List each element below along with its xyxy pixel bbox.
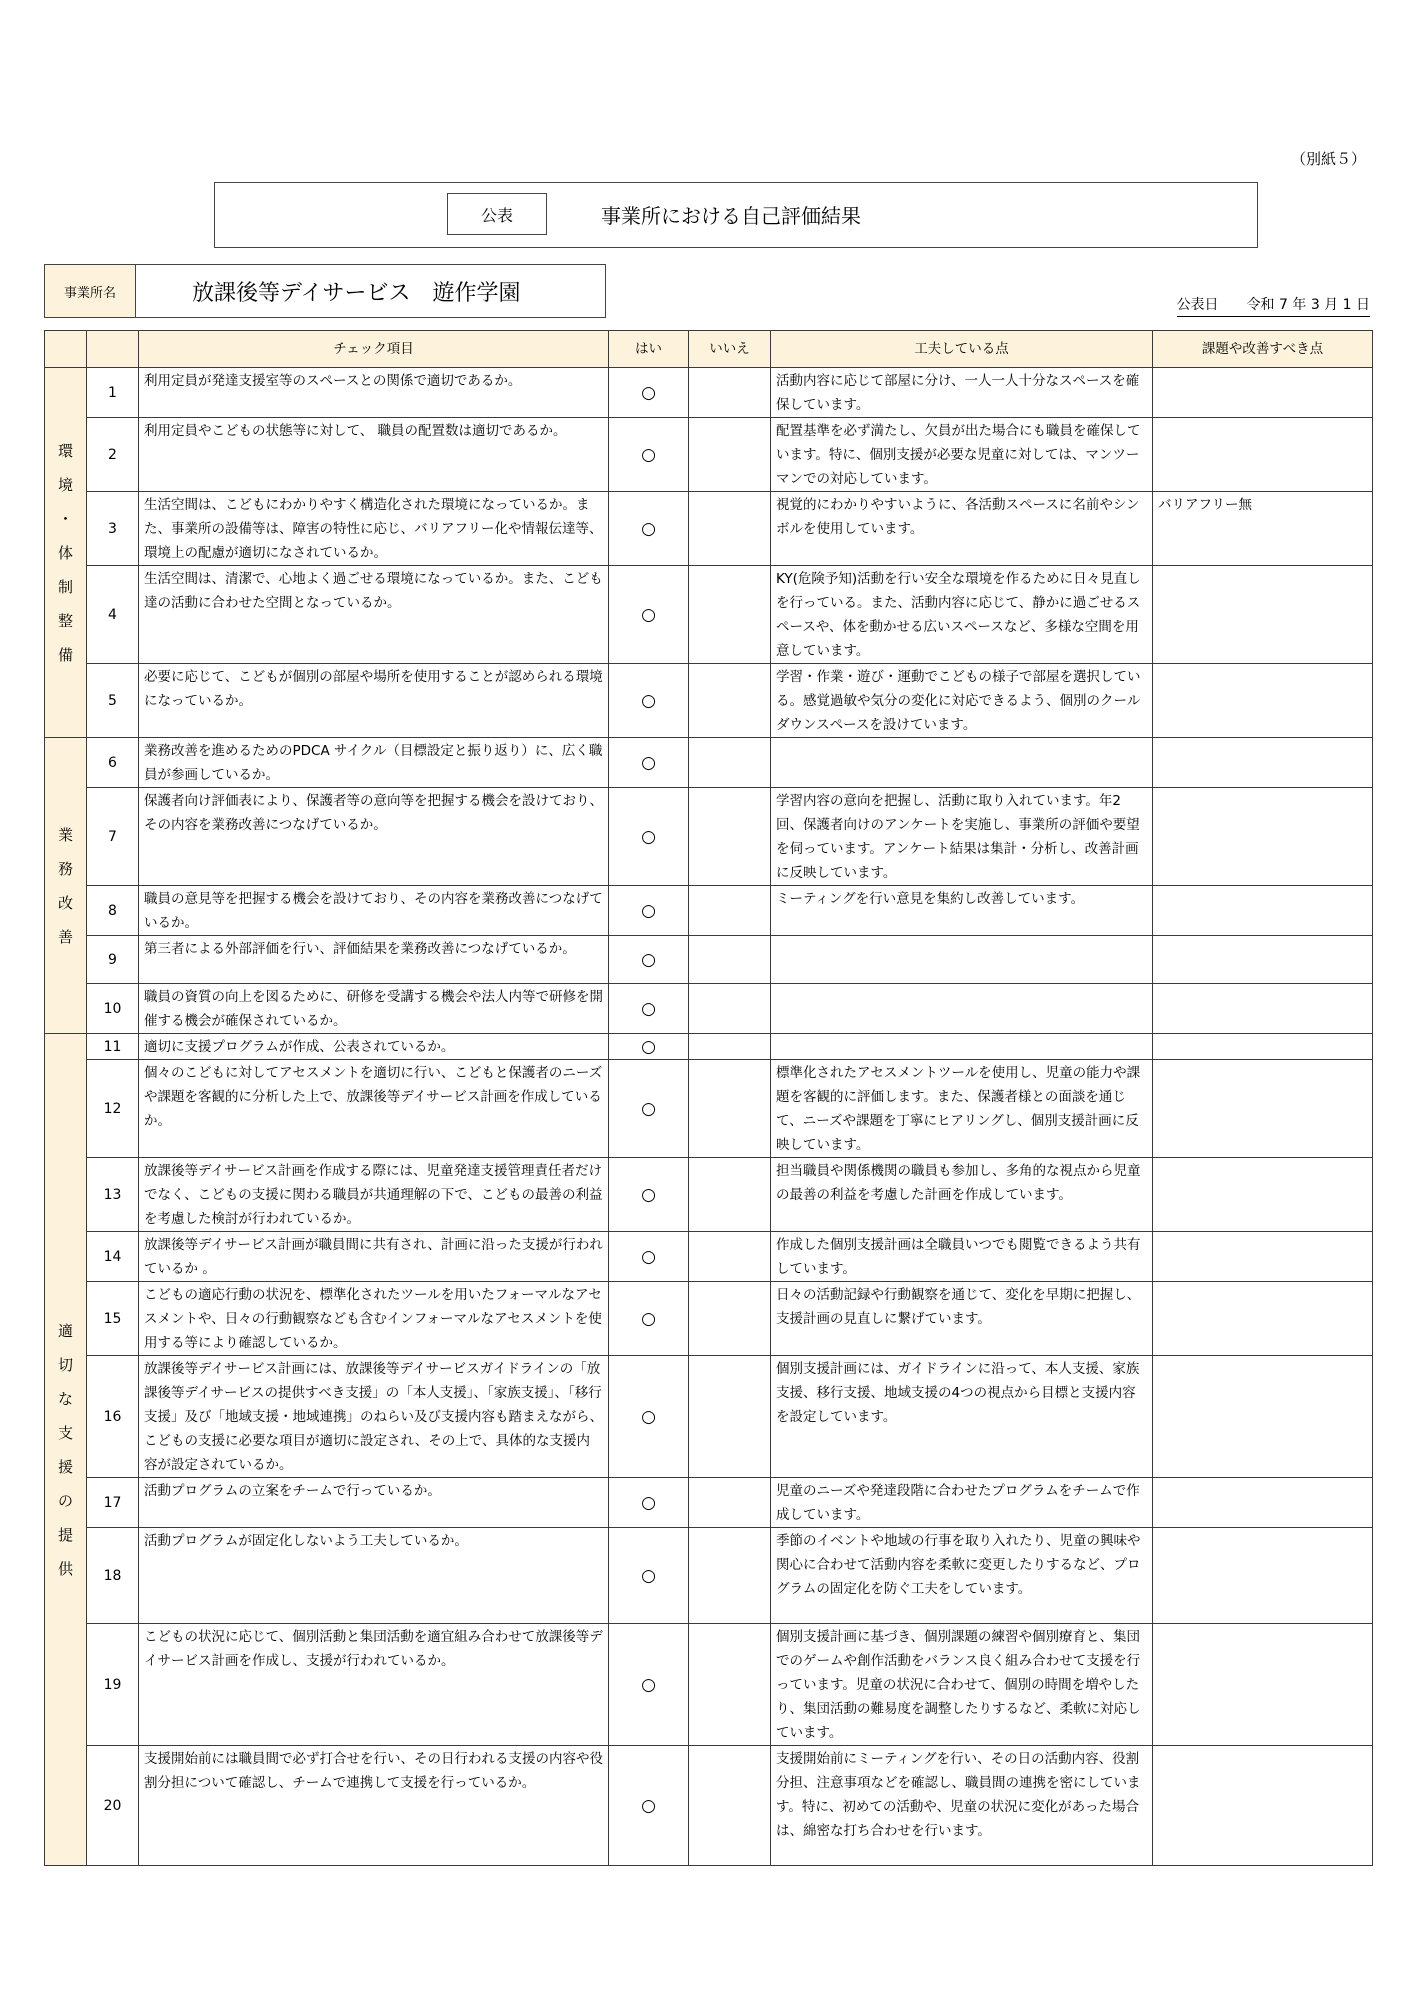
no-mark xyxy=(689,1282,771,1356)
yes-mark: ○ xyxy=(609,788,689,886)
yes-mark: ○ xyxy=(609,1528,689,1624)
no-mark xyxy=(689,1060,771,1158)
no-mark xyxy=(689,1478,771,1528)
category-cell: 適 切 な 支 援 の 提 供 xyxy=(45,1034,87,1866)
table-row xyxy=(45,1282,1373,1356)
ingenuity-text: 学習内容の意向を把握し、活動に取り入れています。年2回、保護者向けのアンケートを実施し、事業所の評価や要望を伺っています。アンケート結果は集計・分析し、改善計画に反映しています。 xyxy=(771,788,1153,886)
check-item-text: 職員の意見等を把握する機会を設けており、その内容を業務改善につなげているか。 xyxy=(139,886,609,936)
office-name: 放課後等デイサービス 遊作学園 xyxy=(192,280,521,306)
header-no: いいえ xyxy=(689,331,771,368)
check-item-text: 必要に応じて、こどもが個別の部屋や場所を使用することが認められる環境になっているか。 xyxy=(139,664,609,738)
issue-text xyxy=(1153,1528,1373,1624)
row-number: 20 xyxy=(87,1746,139,1866)
row-number: 8 xyxy=(87,886,139,936)
table-row xyxy=(45,1232,1373,1282)
table-row xyxy=(45,1034,1373,1060)
check-item-text: 業務改善を進めるためのPDCA サイクル（目標設定と振り返り）に、広く職員が参画しているか。 xyxy=(139,738,609,788)
header-ingenuity: 工夫している点 xyxy=(771,331,1153,368)
no-mark xyxy=(689,566,771,664)
ingenuity-text: 担当職員や関係機関の職員も参加し、多角的な視点から児童の最善の利益を考慮した計画を作成しています。 xyxy=(771,1158,1153,1232)
yes-mark: ○ xyxy=(609,664,689,738)
check-item-text: 活動プログラムの立案をチームで行っているか。 xyxy=(139,1478,609,1528)
ingenuity-text xyxy=(771,936,1153,984)
no-mark xyxy=(689,418,771,492)
issue-text xyxy=(1153,738,1373,788)
yes-mark: ○ xyxy=(609,1060,689,1158)
publication-badge: 公表 xyxy=(447,193,547,235)
issue-text xyxy=(1153,1478,1373,1528)
ingenuity-text: 支援開始前にミーティングを行い、その日の活動内容、役割分担、注意事項などを確認し、職員間の連携を密にしています。特に、初めての活動や、児童の状況に変化があった場合は、綿密な打ち合わせを行います。 xyxy=(771,1746,1153,1866)
issue-text xyxy=(1153,936,1373,984)
office-box xyxy=(44,264,606,318)
table-row xyxy=(45,566,1373,664)
ingenuity-text xyxy=(771,738,1153,788)
ingenuity-text: 視覚的にわかりやすいように、各活動スペースに名前やシンボルを使用しています。 xyxy=(771,492,1153,566)
row-number: 14 xyxy=(87,1232,139,1282)
row-number: 9 xyxy=(87,936,139,984)
no-mark xyxy=(689,492,771,566)
row-number: 18 xyxy=(87,1528,139,1624)
row-number: 3 xyxy=(87,492,139,566)
issue-text xyxy=(1153,1060,1373,1158)
issue-text xyxy=(1153,1356,1373,1478)
issue-text xyxy=(1153,1232,1373,1282)
row-number: 10 xyxy=(87,984,139,1034)
appendix-label: （別紙５） xyxy=(1290,150,1366,168)
table-row xyxy=(45,1624,1373,1746)
no-mark xyxy=(689,368,771,418)
no-mark xyxy=(689,664,771,738)
no-mark xyxy=(689,886,771,936)
yes-mark: ○ xyxy=(609,418,689,492)
yes-mark: ○ xyxy=(609,1624,689,1746)
row-number: 11 xyxy=(87,1034,139,1060)
row-number: 17 xyxy=(87,1478,139,1528)
yes-mark: ○ xyxy=(609,1282,689,1356)
row-number: 15 xyxy=(87,1282,139,1356)
yes-mark: ○ xyxy=(609,1158,689,1232)
header-issues: 課題や改善すべき点 xyxy=(1153,331,1373,368)
yes-mark: ○ xyxy=(609,1356,689,1478)
table-row xyxy=(45,984,1373,1034)
yes-mark: ○ xyxy=(609,368,689,418)
table-row xyxy=(45,1478,1373,1528)
check-item-text: 保護者向け評価表により、保護者等の意向等を把握する機会を設けており、その内容を業務改善につなげているか。 xyxy=(139,788,609,886)
yes-mark: ○ xyxy=(609,936,689,984)
row-number: 7 xyxy=(87,788,139,886)
no-mark xyxy=(689,1158,771,1232)
ingenuity-text: 個別支援計画に基づき、個別課題の練習や個別療育と、集団でのゲームや創作活動をバランス良く組み合わせて支援を行っています。児童の状況に合わせて、個別の時間を増やしたり、集団活動の難易度を調整したりするなど、柔軟に対応しています。 xyxy=(771,1624,1153,1746)
issue-text xyxy=(1153,1158,1373,1232)
row-number: 13 xyxy=(87,1158,139,1232)
check-item-text: 放課後等デイサービス計画を作成する際には、児童発達支援管理責任者だけでなく、こどもの支援に関わる職員が共通理解の下で、こどもの最善の利益を考慮した検討が行われているか。 xyxy=(139,1158,609,1232)
no-mark xyxy=(689,936,771,984)
ingenuity-text: 配置基準を必ず満たし、欠員が出た場合にも職員を確保しています。特に、個別支援が必要な児童に対しては、マンツーマンでの対応しています。 xyxy=(771,418,1153,492)
ingenuity-text: 作成した個別支援計画は全職員いつでも閲覧できるよう共有しています。 xyxy=(771,1232,1153,1282)
ingenuity-text: 活動内容に応じて部屋に分け、一人一人十分なスペースを確保しています。 xyxy=(771,368,1153,418)
yes-mark: ○ xyxy=(609,738,689,788)
issue-text xyxy=(1153,566,1373,664)
row-number: 16 xyxy=(87,1356,139,1478)
table-row xyxy=(45,418,1373,492)
ingenuity-text: 日々の活動記録や行動観察を通じて、変化を早期に把握し、支援計画の見直しに繋げています。 xyxy=(771,1282,1153,1356)
table-row xyxy=(45,368,1373,418)
table-row xyxy=(45,788,1373,886)
issue-text xyxy=(1153,1282,1373,1356)
ingenuity-text: 季節のイベントや地域の行事を取り入れたり、児童の興味や関心に合わせて活動内容を柔軟に変更したりするなど、プログラムの固定化を防ぐ工夫をしています。 xyxy=(771,1528,1153,1624)
document-title: 事業所における自己評価結果 xyxy=(601,204,861,228)
table-row xyxy=(45,1158,1373,1232)
no-mark xyxy=(689,1034,771,1060)
row-number: 12 xyxy=(87,1060,139,1158)
ingenuity-text: 標準化されたアセスメントツールを使用し、児童の能力や課題を客観的に評価します。また、保護者様との面談を通じて、ニーズや課題を丁寧にヒアリングし、個別支援計画に反映しています。 xyxy=(771,1060,1153,1158)
yes-mark: ○ xyxy=(609,886,689,936)
yes-mark: ○ xyxy=(609,566,689,664)
table-row xyxy=(45,1528,1373,1624)
header-check-item: チェック項目 xyxy=(139,331,609,368)
issue-text xyxy=(1153,788,1373,886)
table-row xyxy=(45,1060,1373,1158)
check-item-text: 個々のこどもに対してアセスメントを適切に行い、こどもと保護者のニーズや課題を客観的に分析した上で、放課後等デイサービス計画を作成しているか。 xyxy=(139,1060,609,1158)
ingenuity-text xyxy=(771,984,1153,1034)
no-mark xyxy=(689,788,771,886)
row-number: 19 xyxy=(87,1624,139,1746)
row-number: 1 xyxy=(87,368,139,418)
no-mark xyxy=(689,1528,771,1624)
office-label: 事業所名 xyxy=(45,265,136,317)
publish-date xyxy=(1177,294,1370,317)
issue-text: バリアフリー無 xyxy=(1153,492,1373,566)
row-number: 6 xyxy=(87,738,139,788)
table-row xyxy=(45,492,1373,566)
yes-mark: ○ xyxy=(609,1034,689,1060)
check-item-text: こどもの状況に応じて、個別活動と集団活動を適宜組み合わせて放課後等デイサービス計画を作成し、支援が行われているか。 xyxy=(139,1624,609,1746)
check-item-text: 利用定員が発達支援室等のスペースとの関係で適切であるか。 xyxy=(139,368,609,418)
yes-mark: ○ xyxy=(609,1746,689,1866)
table-row xyxy=(45,1356,1373,1478)
header-category-cell xyxy=(45,331,87,368)
table-row xyxy=(45,1746,1373,1866)
issue-text xyxy=(1153,984,1373,1034)
issue-text xyxy=(1153,1034,1373,1060)
category-cell: 環 境 ・ 体 制 整 備 xyxy=(45,368,87,738)
ingenuity-text: 個別支援計画には、ガイドラインに沿って、本人支援、家族支援、移行支援、地域支援の4つの視点から目標と支援内容を設定しています。 xyxy=(771,1356,1153,1478)
no-mark xyxy=(689,1746,771,1866)
ingenuity-text: KY(危険予知)活動を行い安全な環境を作るために日々見直しを行っている。また、活動内容に応じて、静かに過ごせるスペースや、体を動かせる広いスペースなど、多様な空間を用意しています。 xyxy=(771,566,1153,664)
check-item-text: 支援開始前には職員間で必ず打合せを行い、その日行われる支援の内容や役割分担について確認し、チームで連携して支援を行っているか。 xyxy=(139,1746,609,1866)
row-number: 5 xyxy=(87,664,139,738)
ingenuity-text: ミーティングを行い意見を集約し改善しています。 xyxy=(771,886,1153,936)
evaluation-table xyxy=(44,330,1373,1866)
yes-mark: ○ xyxy=(609,492,689,566)
yes-mark: ○ xyxy=(609,984,689,1034)
publish-date-label: 公表日 xyxy=(1176,297,1219,313)
header-yes: はい xyxy=(609,331,689,368)
row-number: 2 xyxy=(87,418,139,492)
no-mark xyxy=(689,1624,771,1746)
ingenuity-text xyxy=(771,1034,1153,1060)
check-item-text: 適切に支援プログラムが作成、公表されているか。 xyxy=(139,1034,609,1060)
ingenuity-text: 児童のニーズや発達段階に合わせたプログラムをチームで作成しています。 xyxy=(771,1478,1153,1528)
check-item-text: 放課後等デイサービス計画には、放課後等デイサービスガイドラインの「放課後等デイサービスの提供すべき支援」の「本人支援」、「家族支援」、「移行支援」及び「地域支援・地域連携」のねらい及び支援内容も踏まえながら、こどもの支援に必要な項目が適切に設定され、その上で、具体的な支援内容が設定されているか。 xyxy=(139,1356,609,1478)
no-mark xyxy=(689,984,771,1034)
row-number: 4 xyxy=(87,566,139,664)
check-item-text: 生活空間は、こどもにわかりやすく構造化された環境になっているか。また、事業所の設備等は、障害の特性に応じ、バリアフリー化や情報伝達等、環境上の配慮が適切になされているか。 xyxy=(139,492,609,566)
yes-mark: ○ xyxy=(609,1232,689,1282)
check-item-text: 第三者による外部評価を行い、評価結果を業務改善につなげているか。 xyxy=(139,936,609,984)
table-row xyxy=(45,886,1373,936)
check-item-text: こどもの適応行動の状況を、標準化されたツールを用いたフォーマルなアセスメントや、日々の行動観察なども含むインフォーマルなアセスメントを使用する等により確認しているか。 xyxy=(139,1282,609,1356)
title-box xyxy=(214,182,1258,248)
no-mark xyxy=(689,1356,771,1478)
no-mark xyxy=(689,738,771,788)
header-number-cell xyxy=(87,331,139,368)
issue-text xyxy=(1153,368,1373,418)
issue-text xyxy=(1153,418,1373,492)
publish-date-value: 令和 7 年 3 月 1 日 xyxy=(1246,297,1370,313)
table-row xyxy=(45,738,1373,788)
yes-mark: ○ xyxy=(609,1478,689,1528)
table-header-row xyxy=(45,331,1373,368)
issue-text xyxy=(1153,1746,1373,1866)
table-row xyxy=(45,664,1373,738)
issue-text xyxy=(1153,886,1373,936)
check-item-text: 職員の資質の向上を図るために、研修を受講する機会や法人内等で研修を開催する機会が確保されているか。 xyxy=(139,984,609,1034)
check-item-text: 放課後等デイサービス計画が職員間に共有され、計画に沿った支援が行われているか 。 xyxy=(139,1232,609,1282)
check-item-text: 活動プログラムが固定化しないよう工夫しているか。 xyxy=(139,1528,609,1624)
issue-text xyxy=(1153,664,1373,738)
issue-text xyxy=(1153,1624,1373,1746)
table-row xyxy=(45,936,1373,984)
check-item-text: 生活空間は、清潔で、心地よく過ごせる環境になっているか。また、こども達の活動に合わせた空間となっているか。 xyxy=(139,566,609,664)
no-mark xyxy=(689,1232,771,1282)
check-item-text: 利用定員やこどもの状態等に対して、 職員の配置数は適切であるか。 xyxy=(139,418,609,492)
ingenuity-text: 学習・作業・遊び・運動でこどもの様子で部屋を選択している。感覚過敏や気分の変化に対応できるよう、個別のクールダウンスペースを設けています。 xyxy=(771,664,1153,738)
category-cell: 業 務 改 善 xyxy=(45,738,87,1034)
